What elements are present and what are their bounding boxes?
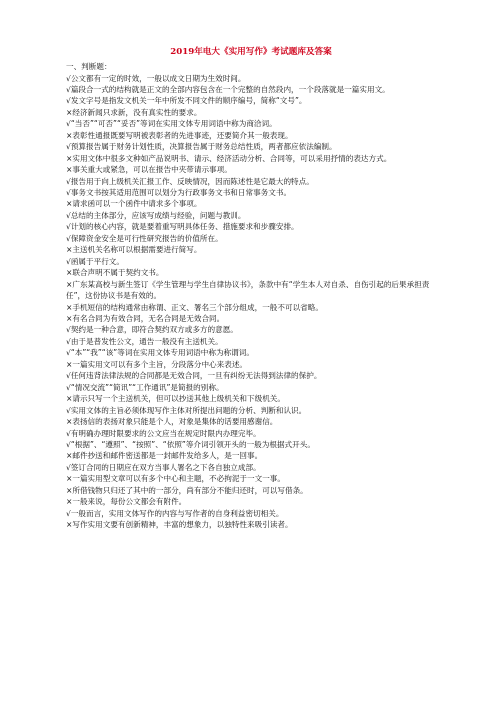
- question-list: [66, 73, 436, 531]
- list-item: √有明确办理时限要求的公文应当在规定时限内办理完毕。: [66, 428, 261, 438]
- list-item: ×主送机关名称可以根据需要进行简写。: [66, 245, 202, 255]
- list-item: √公文都有一定的时效，一般以成文日期为生效时间。: [66, 73, 246, 83]
- document-title: 2019年电大《实用写作》考试题库及答案: [170, 47, 332, 57]
- section-heading: 一、判断题：: [66, 62, 112, 71]
- list-item: √事务文书按其适用范围可以划分为行政事务文书和日常事务文书。: [66, 188, 292, 198]
- list-item: ×邮件抄送和邮件密送都是一封邮件发给多人，是一回事。: [66, 451, 263, 461]
- list-item: √发文字号是指发文机关一年中所发不同文件的顺序编号，简称“文号”。: [66, 96, 307, 106]
- list-item: √“当否”“可否”“妥否”等词在实用文体专用词语中称为商洽词。: [66, 119, 277, 129]
- list-item: ×有名合同为有效合同，无名合同是无效合同。: [66, 314, 225, 324]
- list-item: ×经济新闻只求新，没有真实性的要求。: [66, 107, 202, 117]
- list-item: √“本”“我”“该”等词在实用文体专用词语中称为称谓词。: [66, 348, 254, 358]
- list-item: ×所借钱物只归还了其中的一部分，尚有部分不能归还时，可以写借条。: [66, 485, 308, 495]
- list-item: √保障资金安全是可行性研究报告的价值所在。: [66, 233, 223, 243]
- list-item: ×表扬信的表扬对象只能是个人，对象是集体的话要用感谢信。: [66, 417, 278, 427]
- list-item: √签订合同的日期应在双方当事人署名之下各自独立成部。: [66, 462, 261, 472]
- list-item: √“根据”、“遵照”、“按照”、“依照”等介词引领开头的一般为根据式开头。: [66, 440, 315, 449]
- list-item: √实用文体的主旨必须体现写作主体对所提出问题的分析、判断和认识。: [66, 405, 307, 415]
- list-item: ×表彰性通报既要写明被表彰者的先进事迹，还要简介其一般表现。: [66, 130, 293, 140]
- list-item: ×一般来说，每份公文都会有附件。: [66, 497, 187, 507]
- list-item: ×联合声明不属于契约文书。: [66, 268, 164, 278]
- list-item: ×一篇实用文可以有多个主旨，分段落分中心来表述。: [66, 359, 248, 369]
- list-item: ×请求函可以一个函件中请求多个事项。: [66, 199, 202, 209]
- list-item: √任何违背法律法规的合同都是无效合同，一旦有纠纷无法得到法律的保护。: [66, 371, 322, 381]
- list-item: √一般而言，实用文体写作的内容与写作者的自身利益密切相关。: [66, 508, 284, 518]
- list-item: ×请示只写一个主送机关，但可以抄送其他上级机关和下级机关。: [66, 394, 285, 404]
- list-item: √总结的主体部分，应该写成绩与经验，问题与教训。: [66, 210, 246, 220]
- list-item: ×写作实用文要有创新精神，丰富的想象力，以独特性来吸引读者。: [66, 520, 293, 530]
- list-item: √契约是一种合意，即符合契约双方或多方的意愿。: [66, 325, 238, 335]
- list-item: √函属于平行文。: [66, 256, 124, 266]
- list-item: ×一篇实用型文章可以有多个中心和主题，不必拘泥于一文一事。: [66, 474, 285, 484]
- list-item: √预算报告属于财务计划性质，决算报告属于财务总结性质，两者都应依法编制。: [66, 142, 337, 152]
- list-item: √报告用于向上级机关汇报工作、反映情况，因而陈述性是它最大的特点。: [66, 176, 314, 186]
- list-item: √“情况交流”“简讯”“工作通讯”是简报的别称。: [66, 382, 224, 392]
- list-item: √计划的核心内容，就是要着重写明具体任务、措施要求和步骤安排。: [66, 222, 299, 232]
- list-item: √篇段合一式的结构就是正文的全部内容包含在一个完整的自然段内，一个段落就是一篇实用文。: [66, 84, 390, 94]
- list-item: ×实用文体中很多文种如产品说明书、请示、经济活动分析、合同等，可以采用抒情的表达方式。: [66, 153, 392, 163]
- list-item: ×广东某高校与新生签订《学生管理与学生自律协议书》，条款中有“学生本人对自杀、自伤引起的后果承担责任”，这份协议书是有效的。: [66, 279, 430, 301]
- list-item: √由于是普发性公文，通告一般没有主送机关。: [66, 336, 223, 346]
- list-item: ×事关重大或紧急，可以在报告中夹带请示事项。: [66, 165, 232, 175]
- list-item: ×手机短信的结构通常由称谓、正文、署名三个部分组成，一般不可以省略。: [66, 302, 323, 312]
